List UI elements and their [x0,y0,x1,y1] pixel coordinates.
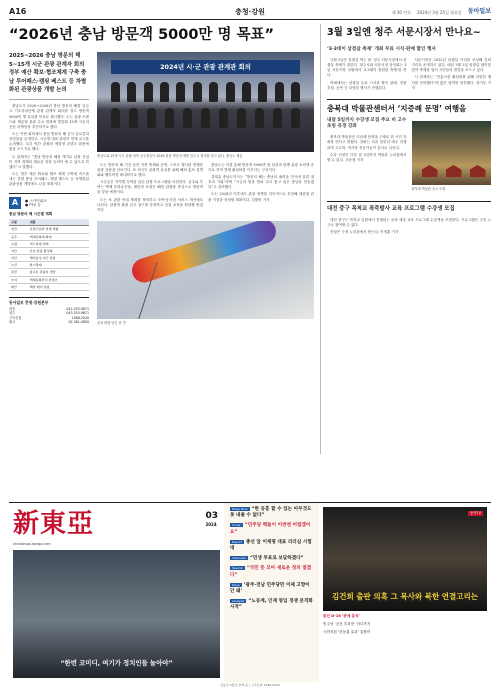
table-cell: 당진 [9,269,28,276]
magazine-url[interactable]: shindonga.donga.com [13,542,51,547]
table-cell: 해양 레저 관광 [28,283,89,290]
market-headline[interactable]: 3월 3일엔 청주 서문시장서 만나요~ [327,27,481,38]
table-row [9,240,89,247]
main-headline[interactable]: “2026년 충남 방문객 5000만 명 목표” [9,27,275,43]
issue-year: 2024 [205,522,217,528]
column-header: 내용 [28,219,89,226]
toc-item[interactable] [230,523,313,535]
table-row [9,226,89,233]
paragraph: 김태흠 충남도지사는 “방문의 해는 충남의 매력을 전국에 알릴 절호의 기회”라며 “시군과 힘을 합쳐 다시 찾고 싶은 충남을 만들겠다”고 강조했다. [208,174,314,190]
issue-number: 제 30 만호 [391,9,411,15]
contact-label: 대전 [9,307,16,312]
infobox-header [9,197,89,209]
people-row-front [107,108,304,130]
table-cell: 삽교호 관광지 개발 [28,269,89,276]
paragraph: 시군들은 지역별 특색을 살린 관광 프로그램을 마련한다. 공주와 부여는 백제 문화유산을, 태안과 보령은 해양 관광을 중심으로 방문객을 맞을 예정이다. [97,180,203,195]
table-cell: 해미읍성 야간 관광 [28,255,89,262]
kite-caption: 꽃과 화합 담긴 용 연 [97,320,126,325]
toc-tag: Interview [232,556,246,561]
infobox-legend [25,199,47,209]
toc-item[interactable] [230,556,313,562]
issue-date: 2024년 3월 25일 월요일 [416,9,462,15]
video-caption: 김건희 출판 의혹 그 목사와 북한 연결고리는 [331,592,479,601]
paragraph: 충남도가 2026~2026년 충남 방문의 해를 앞두고 기초자치단체 관광 관계자 회의를 열고 방문객 5000만 명 유치를 목표로 제시했다. 도는 관광 트렌드와 체류형 관광 수요 변화에 발맞춰 15개 시군과 공동 마케팅을 추진하기로 했다. [9,104,89,129]
infobox-title: 충남 방문의 해 시군별 계획 [9,212,53,217]
paragraph: 도 관계자는 “충남 방문의 해를 계기로 관광 산업이 지역 경제의 새로운 성장 동력이 될 수 있도록 하겠다”고 말했다. [9,154,89,169]
toc-tag: Cover [232,523,241,528]
table-row [9,255,89,262]
table-cell: 천안 [9,226,28,233]
table-row [9,283,89,290]
paragraph: 대전 중구는 목척교 일원에서 진행되는 문화 예술 교육 프로그램 수강생을 모집한다. 프로그램은 주민 누구나 참여할 수 있다. [327,217,491,227]
jungu-body [327,218,491,235]
table-cell: 보령 [9,240,28,247]
table-row [9,269,89,276]
video-list-item[interactable]: 민주당 ‘공천 후폭풍’ 어디까지 [323,621,371,626]
paragraph: 시 관계자는 “전통시장 활성화를 위해 다양한 행사를 준비했다”며 많은 참여를 당부했다. 장기우 기자 [411,75,491,90]
article-lead-column [9,52,93,329]
contact-box [9,297,89,324]
video-list-item[interactable]: 총선 D-16 ‘판세 분석’ [323,614,360,618]
masthead [9,6,491,20]
article-text-columns [97,163,314,215]
table-cell: 태안 [9,283,28,290]
article-deck: 2025~2026 충남 방문의 해 5~15개 시군 관광 관계자 회의 정부 예산 확보·협조체계 구축 충남 투어패스·캠핑 베스트 등 차별화된 관광상품 개발 논의 [9,52,89,100]
video-thumbnail[interactable] [323,507,487,611]
table-cell: 아산 [9,247,28,254]
people-row-back [107,82,304,104]
article-body-col3 [208,163,314,215]
right-column [321,24,491,454]
photo-banner: 2024년 시·군 관광 관계관 회의 [111,60,300,74]
table-cell: 딸기축제 [28,262,89,269]
diorama-caption: 충북대 박물관 전시 모형 [411,186,446,191]
toc-item[interactable] [230,540,313,552]
toc-tag: Deep Dive [232,507,248,511]
contact-label: 광고 [9,320,16,324]
market-body-col1 [327,58,407,93]
paragraph: 충북대 박물관은 지증례 문명을 주제로 한 시민 강좌를 연다고 밝혔다. 강좌는 다음 달부터 매주 진행되며 고고학, 역사학 전문가들이 강사로 나선다. [327,135,407,150]
infobox [9,193,89,291]
cover-photo [13,550,220,678]
table-cell: 백제문화단지 콘텐츠 [28,276,89,283]
paragraph: 도는 방문의 해 기간 동안 각종 축제와 공연, 스포츠 행사를 연계한 관광 상품을 선보인다. 또 외국인 관광객 유치를 위해 해외 홍보 설명회와 팸투어를 확대하기로 했다. [97,162,203,177]
legend-item: ● PTV 등 [25,203,41,208]
museum-subheadline: 내달 5일까지 수강생 모집 주요 비 고수 초빙 유경 강좌 [327,117,407,130]
video-list [323,614,487,635]
table-cell: 부여 [9,276,28,283]
left-column [9,24,321,454]
museum-body [327,135,407,163]
column-header: 구분 [9,219,28,226]
table-row [9,247,89,254]
kite-photo[interactable] [97,221,314,319]
table-row [9,276,89,283]
contact-title: 동아일보 충청·강원본부 [9,299,49,305]
jungu-headline[interactable]: 대전 중구 목척교 폭죽발사 교육 프로그램 수강생 모집 [327,201,491,213]
museum-headline[interactable]: 충북대 박물관센터서 ‘지증례 문명’ 여행을 [327,99,491,114]
meeting-photo[interactable] [97,52,314,152]
toc-tag: Report [232,539,242,544]
video-list-item[interactable]: 국민의힘 ‘한동훈 효과’ 통할까 [323,629,371,634]
museum-col2 [412,118,492,195]
toc-headline: ‘광주·전남 민주당만 이제 고향이 안 돼’ [230,582,310,594]
toc-item[interactable] [230,507,313,519]
photo-caption: 충남도와 15개 시군 관광 담당 공무원들이 2026 충남 방문의 해를 앞두고 회의를 열고 있다. 충남도 제공 [97,154,243,159]
paragraph: 축제에서는 삼겹살 무료 시식과 할인 판매, 경품 추첨, 공연 등 다양한 행사가 진행된다. [327,80,407,90]
toc-headline: “민생 투표로 보답하겠다” [249,556,304,562]
toc-tag: Issue [232,582,240,587]
legend-item: ● 스카이워크 [25,198,47,203]
toc-headline: 총선 앞 이재명 대표 리더십 시험대 [230,539,312,551]
page-footer: 신동아 3월호 발매 중 | 구독문의 1588-2020 [220,682,280,687]
article-body-col2 [97,163,203,215]
paragraph: 충남도는 이를 통해 방문객 5000만 명 달성과 함께 관광 소비액 증가로 지역 경제 활성화를 이끈다는 구상이다. [208,162,314,172]
paper-logo[interactable]: 동아일보 [467,8,491,16]
paragraph: 신청은 구청 누리집에서 받는다. 이정훈 기자 [330,229,399,234]
magazine-advertisement[interactable] [9,502,491,682]
contact-phone[interactable]: 042-253-9871 [66,307,89,312]
paragraph: 도는 또 관광 안내 체계를 정비하고 숙박·음식점 서비스 개선에도 나선다. 관광객 불편 신고 창구를 운영하고 친절 교육을 확대할 방침이다. [97,197,203,212]
market-body-col2 [412,58,492,93]
section-title: 충청·강원 [235,7,265,16]
article-main-column [93,52,314,329]
magazine-issue [205,510,218,528]
article-body-col1 [9,104,89,187]
contact-label: 청주 [9,311,16,316]
issue-month: 03 [205,511,218,521]
masthead-info [392,8,491,16]
paragraph: 수강 신청은 다음 달 5일까지 박물관 누리집에서 할 수 있다. 조응형 기자 [327,152,407,162]
table-row [9,262,89,269]
table-header-row [9,219,89,226]
toc-tag: Special [232,566,243,571]
video-badge: 동아TV [470,511,481,515]
museum-col1 [327,118,407,195]
toc-item[interactable] [230,599,313,611]
market-subheadline: ‘3·3데이 삼겹살 축제’ 개최 무료 시식·판매 할인 행사 [327,46,436,52]
toc-headline: “국민 뜻 모아 새로운 정치 열겠다” [230,566,312,578]
cover-quote: “한번 코미디, 여기가 정치인들 놀아야” [60,659,173,668]
table-cell: 머드축제 연계 [28,240,89,247]
video-promo[interactable] [319,503,491,682]
table-cell: 공주 [9,233,28,240]
table-cell: 서산 [9,255,28,262]
infobox-table [9,219,89,291]
table-cell: 독립기념관 연계 체험 [28,226,89,233]
museum-article [327,118,491,195]
table-row [9,233,89,240]
paragraph: 도는 이번 회의에서 충남 방문의 해 공식 슬로건과 상징물을 공개하고, 시군별 대표 관광지 연계 코스를 논의했다. 특히 야간 관광과 체험형 콘텐츠 확충에 힘을 모으기로 했다. [9,131,89,152]
contact-phone[interactable]: 043-253-9871 [66,311,89,316]
top-section [9,24,491,454]
toc-item[interactable] [230,583,313,595]
diorama-photo[interactable] [412,121,492,185]
contact-phone[interactable]: 02-361-0800 [68,320,89,324]
main-article [9,52,314,329]
table-cell: 온천 관광 활성화 [28,247,89,254]
page-number: A16 [9,7,27,17]
table-cell: 백제문화제 확대 [28,233,89,240]
table-of-contents [224,503,319,682]
toc-headline: “한 동훈 할 수 있는 아무것도 못 내줄 수 없다” [230,507,312,519]
paragraph: ‘3월 3일은 삼겹살 먹는 날’ 청주 서문시장에서 삼겹살 축제가 열린다. 청주시와 서문시장 상인회는 3일 서문시장 일원에서 ‘3·3데이 삼겹살 축제’를 연다. [327,58,407,78]
toc-item[interactable] [230,566,313,578]
paragraph: 서문시장은 2012년 삼겹살 거리를 조성해 특화 거리로 운영하고 있다. 매년 3월 3일 삼겹살 데이를 맞아 축제를 열어 시민들의 발길을 모으고 있다. [411,58,491,73]
contact-line [9,320,89,324]
magazine-cover-block[interactable] [9,503,224,682]
toc-tag: Analysis [232,599,245,604]
paragraph: 도는 2026년 이후에도 관광 정책을 지속적으로 추진해 체류형 관광 거점을 육성할 계획이다. 김태영 기자 [208,192,314,202]
paragraph: 도는 정부 예산 확보와 협조 체계 구축에 속도를 내는 한편 충남 투어패스, 캠핑 베스트 등 차별화된 관광상품 개발에도 나설 계획이다. [9,171,89,187]
contact-phone[interactable]: 1588-2020 [71,315,89,320]
contact-label: 구독신청 [9,315,22,320]
toc-headline: “노동계, 인재 영입 경쟁 본격화 시작” [230,599,313,611]
market-article [327,58,491,93]
table-cell: 논산 [9,262,28,269]
toc-headline: “민주당 백들이 이번엔 어렵겠어요” [230,523,311,535]
magazine-title: 新東亞 [13,509,95,539]
infobox-badge: A [9,197,21,209]
